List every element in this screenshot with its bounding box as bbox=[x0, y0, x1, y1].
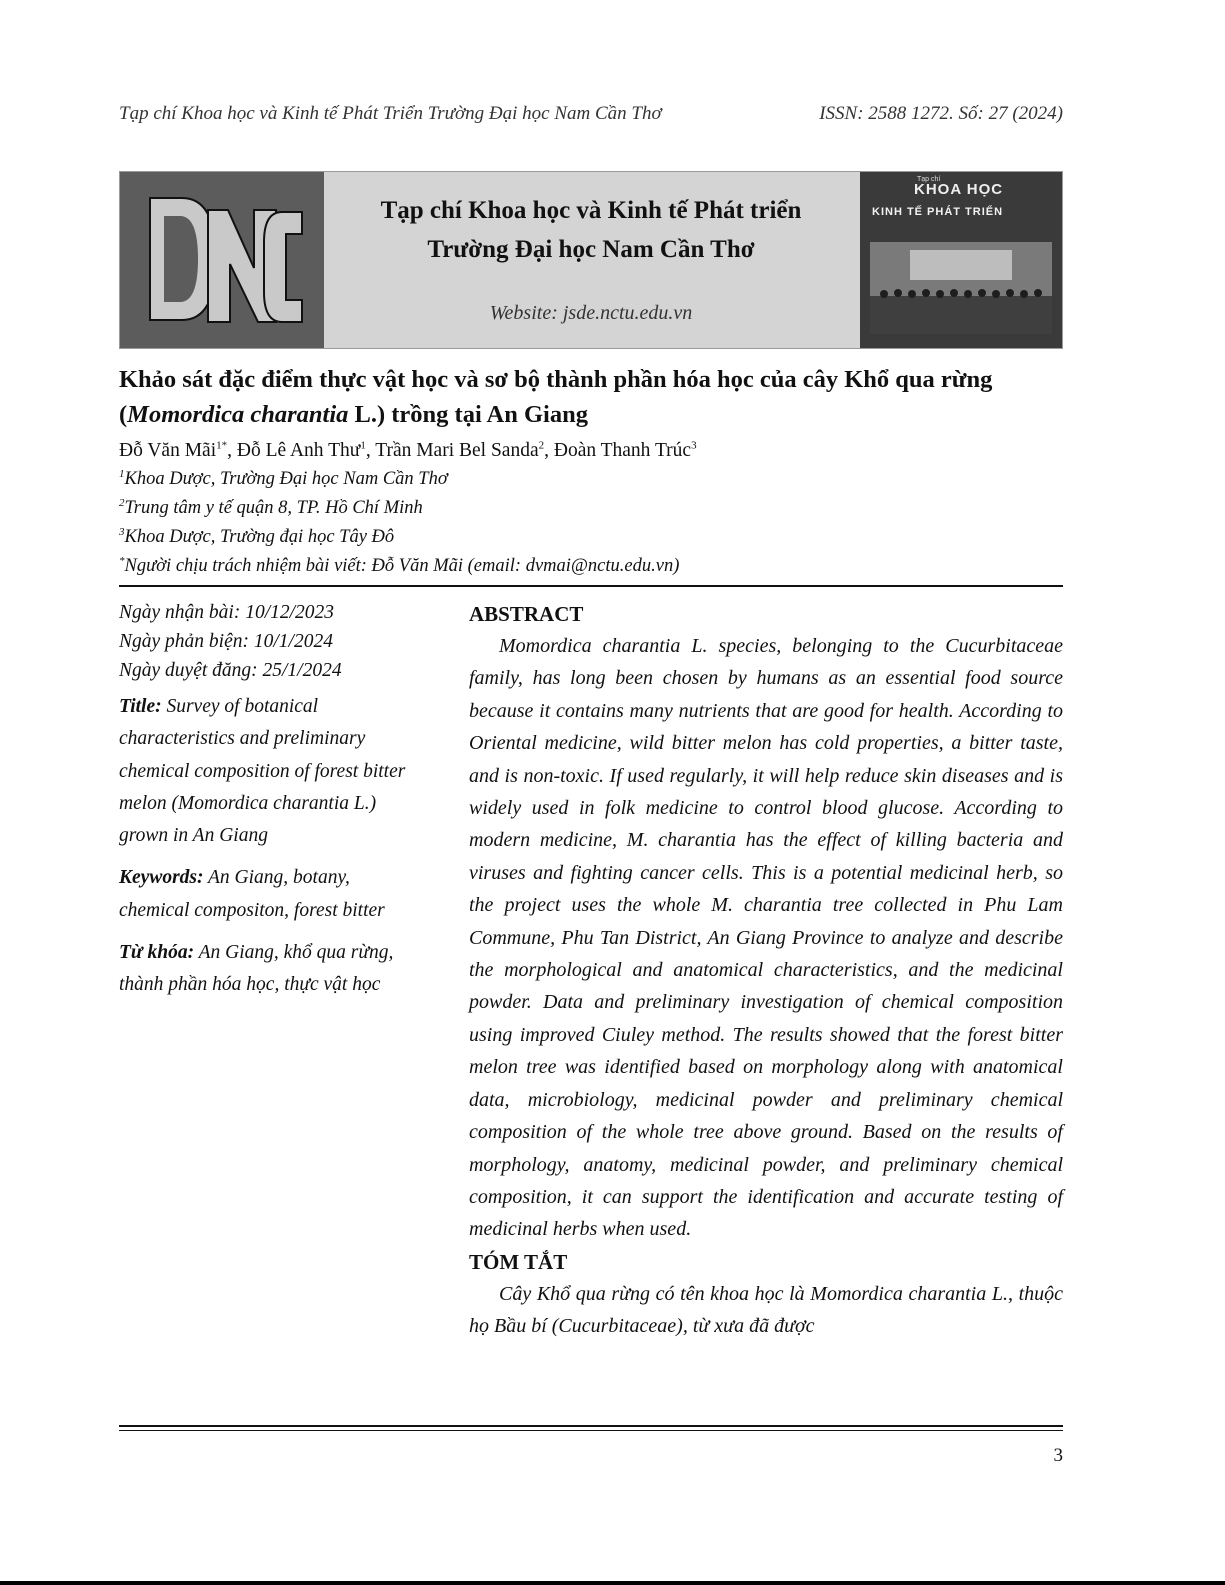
english-title bbox=[119, 691, 419, 852]
cover-title: KHOA HỌC bbox=[914, 181, 1004, 198]
banner-title-line-1: Tạp chí Khoa học và Kinh tế Phát triển bbox=[380, 197, 802, 224]
author-separator: , bbox=[227, 440, 237, 461]
cover-group-photo bbox=[870, 242, 1052, 334]
banner-website: Website: jsde.nctu.edu.vn bbox=[489, 302, 693, 324]
author-separator: , bbox=[544, 440, 554, 461]
dnc-logo-icon bbox=[120, 172, 324, 348]
affiliation bbox=[119, 465, 697, 494]
abstract-heading: ABSTRACT bbox=[469, 602, 584, 626]
article-title-species: Momordica charantia bbox=[127, 401, 349, 428]
affiliation bbox=[119, 523, 697, 552]
affiliation bbox=[119, 494, 697, 523]
abstract-text: Momordica charantia L. species, belonging to the Cucurbitaceae family, has long been chosen by humans as an essential food source because it contains many nutrients that are good for health. According to Oriental medicine, wild bitter melon has cold properties, a bitter taste, and is non-toxic. If used regularly, it will help reduce skin diseases and is widely used in folk medicine to control blood glucose. According to modern medicine, M. charantia has the effect of killing bacteria and viruses and fighting cancer cells. This is a potential medicinal herb, so the project uses the whole M. charantia tree collected in Phu Lam Commune, Phu Tan District, An Giang Province to analyze and describe the morphological and anatomical characteristics, and the medicinal powder. Data and preliminary investigation of chemical composition using improved Ciuley method. The results showed that the forest bitter melon tree was identified based on morphology along with anatomical data, microbiology, medicinal powder and preliminary chemical composition of the whole tree above ground. Based on the results of morphology, anatomy, medicinal powder, and preliminary chemical composition, it can support the identification and accurate testing of medicinal herbs when used. bbox=[469, 635, 1063, 1241]
journal-cover-thumbnail bbox=[860, 172, 1062, 348]
running-header-issue: ISSN: 2588 1272. Số: 27 (2024) bbox=[819, 103, 1063, 124]
affiliation-text: Người chịu trách nhiệm bài viết: Đỗ Văn Mãi (email: dvmai@nctu.edu.vn) bbox=[124, 556, 680, 576]
author-affiliation-mark: 3 bbox=[691, 439, 697, 452]
affiliation-mark: 2 bbox=[119, 496, 125, 509]
received-date: Ngày nhận bài: 10/12/2023 bbox=[119, 602, 335, 623]
footer-divider bbox=[119, 1425, 1063, 1427]
accepted-date: Ngày duyệt đăng: 25/1/2024 bbox=[119, 660, 342, 681]
author-separator: , bbox=[365, 440, 376, 461]
header-divider bbox=[119, 585, 1063, 587]
summary-heading: TÓM TẮT bbox=[469, 1249, 568, 1274]
tu-khoa-label: Từ khóa: bbox=[119, 942, 195, 964]
author-name: Đỗ Lê Anh Thư bbox=[236, 440, 361, 461]
affiliation-text: Khoa Dược, Trường đại học Tây Đô bbox=[124, 527, 395, 547]
banner-title-line-2: Trường Đại học Nam Cần Thơ bbox=[427, 236, 755, 263]
banner-titles bbox=[324, 172, 858, 348]
cover-kicker: Tạp chí bbox=[917, 176, 941, 183]
abstract-column bbox=[469, 598, 1063, 1343]
article-title-part-1: Khảo sát đặc điểm thực vật học và sơ bộ thành phần hóa học của cây Khổ qua rừng ( bbox=[119, 366, 993, 428]
article-title bbox=[119, 362, 1069, 432]
author-block bbox=[119, 437, 697, 581]
affiliation-text: Khoa Dược, Trường Đại học Nam Cần Thơ bbox=[124, 469, 448, 489]
affiliation-mark: 3 bbox=[119, 525, 125, 538]
english-title-label: Title: bbox=[119, 696, 162, 717]
article-dates bbox=[119, 598, 419, 685]
article-title-part-2: L.) trồng tại An Giang bbox=[348, 401, 588, 428]
english-title-value: Survey of botanical characteristics and preliminary chemical composition of forest bitter melon (Momordica charantia L.) grown in An Giang bbox=[119, 696, 406, 847]
cover-photo-image bbox=[870, 242, 1052, 334]
tu-khoa bbox=[119, 937, 419, 1002]
cover-subtitle: KINH TẾ PHÁT TRIỂN bbox=[872, 206, 1004, 218]
tu-khoa-value: An Giang, khổ qua rừng, thành phần hóa học, thực vật học bbox=[119, 942, 394, 996]
summary-text: Cây Khổ qua rừng có tên khoa học là Momordica charantia L., thuộc họ Bầu bí (Cucurbitaceae), từ xưa đã được bbox=[469, 1282, 1063, 1338]
affiliation-text: Trung tâm y tế quận 8, TP. Hồ Chí Minh bbox=[124, 498, 423, 518]
running-header-journal: Tạp chí Khoa học và Kinh tế Phát Triển Trường Đại học Nam Cần Thơ bbox=[119, 103, 662, 124]
review-date: Ngày phản biện: 10/1/2024 bbox=[119, 631, 333, 652]
footer-divider-thin bbox=[119, 1430, 1063, 1431]
affiliation-mark: * bbox=[119, 554, 125, 567]
author-affiliation-mark: 2 bbox=[538, 439, 545, 452]
keywords bbox=[119, 862, 419, 927]
author-name: Trần Mari Bel Sanda bbox=[375, 440, 539, 461]
author-name: Đỗ Văn Mãi bbox=[119, 440, 217, 461]
page-number: 3 bbox=[1053, 1445, 1063, 1466]
author-list bbox=[119, 437, 697, 465]
page-edge bbox=[0, 1581, 1225, 1585]
keywords-value: An Giang, botany, chemical compositon, forest bitter bbox=[119, 867, 385, 921]
keywords-label: Keywords: bbox=[119, 867, 204, 889]
article-metadata-sidebar bbox=[119, 598, 419, 1012]
journal-banner bbox=[119, 171, 1063, 349]
dnc-logo bbox=[120, 172, 324, 348]
running-header bbox=[119, 103, 1063, 125]
author-affiliation-mark: 1* bbox=[216, 439, 228, 452]
author-affiliation-mark: 1 bbox=[360, 439, 366, 452]
corresponding-author bbox=[119, 552, 697, 581]
affiliation-mark: 1 bbox=[119, 467, 125, 480]
author-name: Đoàn Thanh Trúc bbox=[553, 440, 692, 461]
